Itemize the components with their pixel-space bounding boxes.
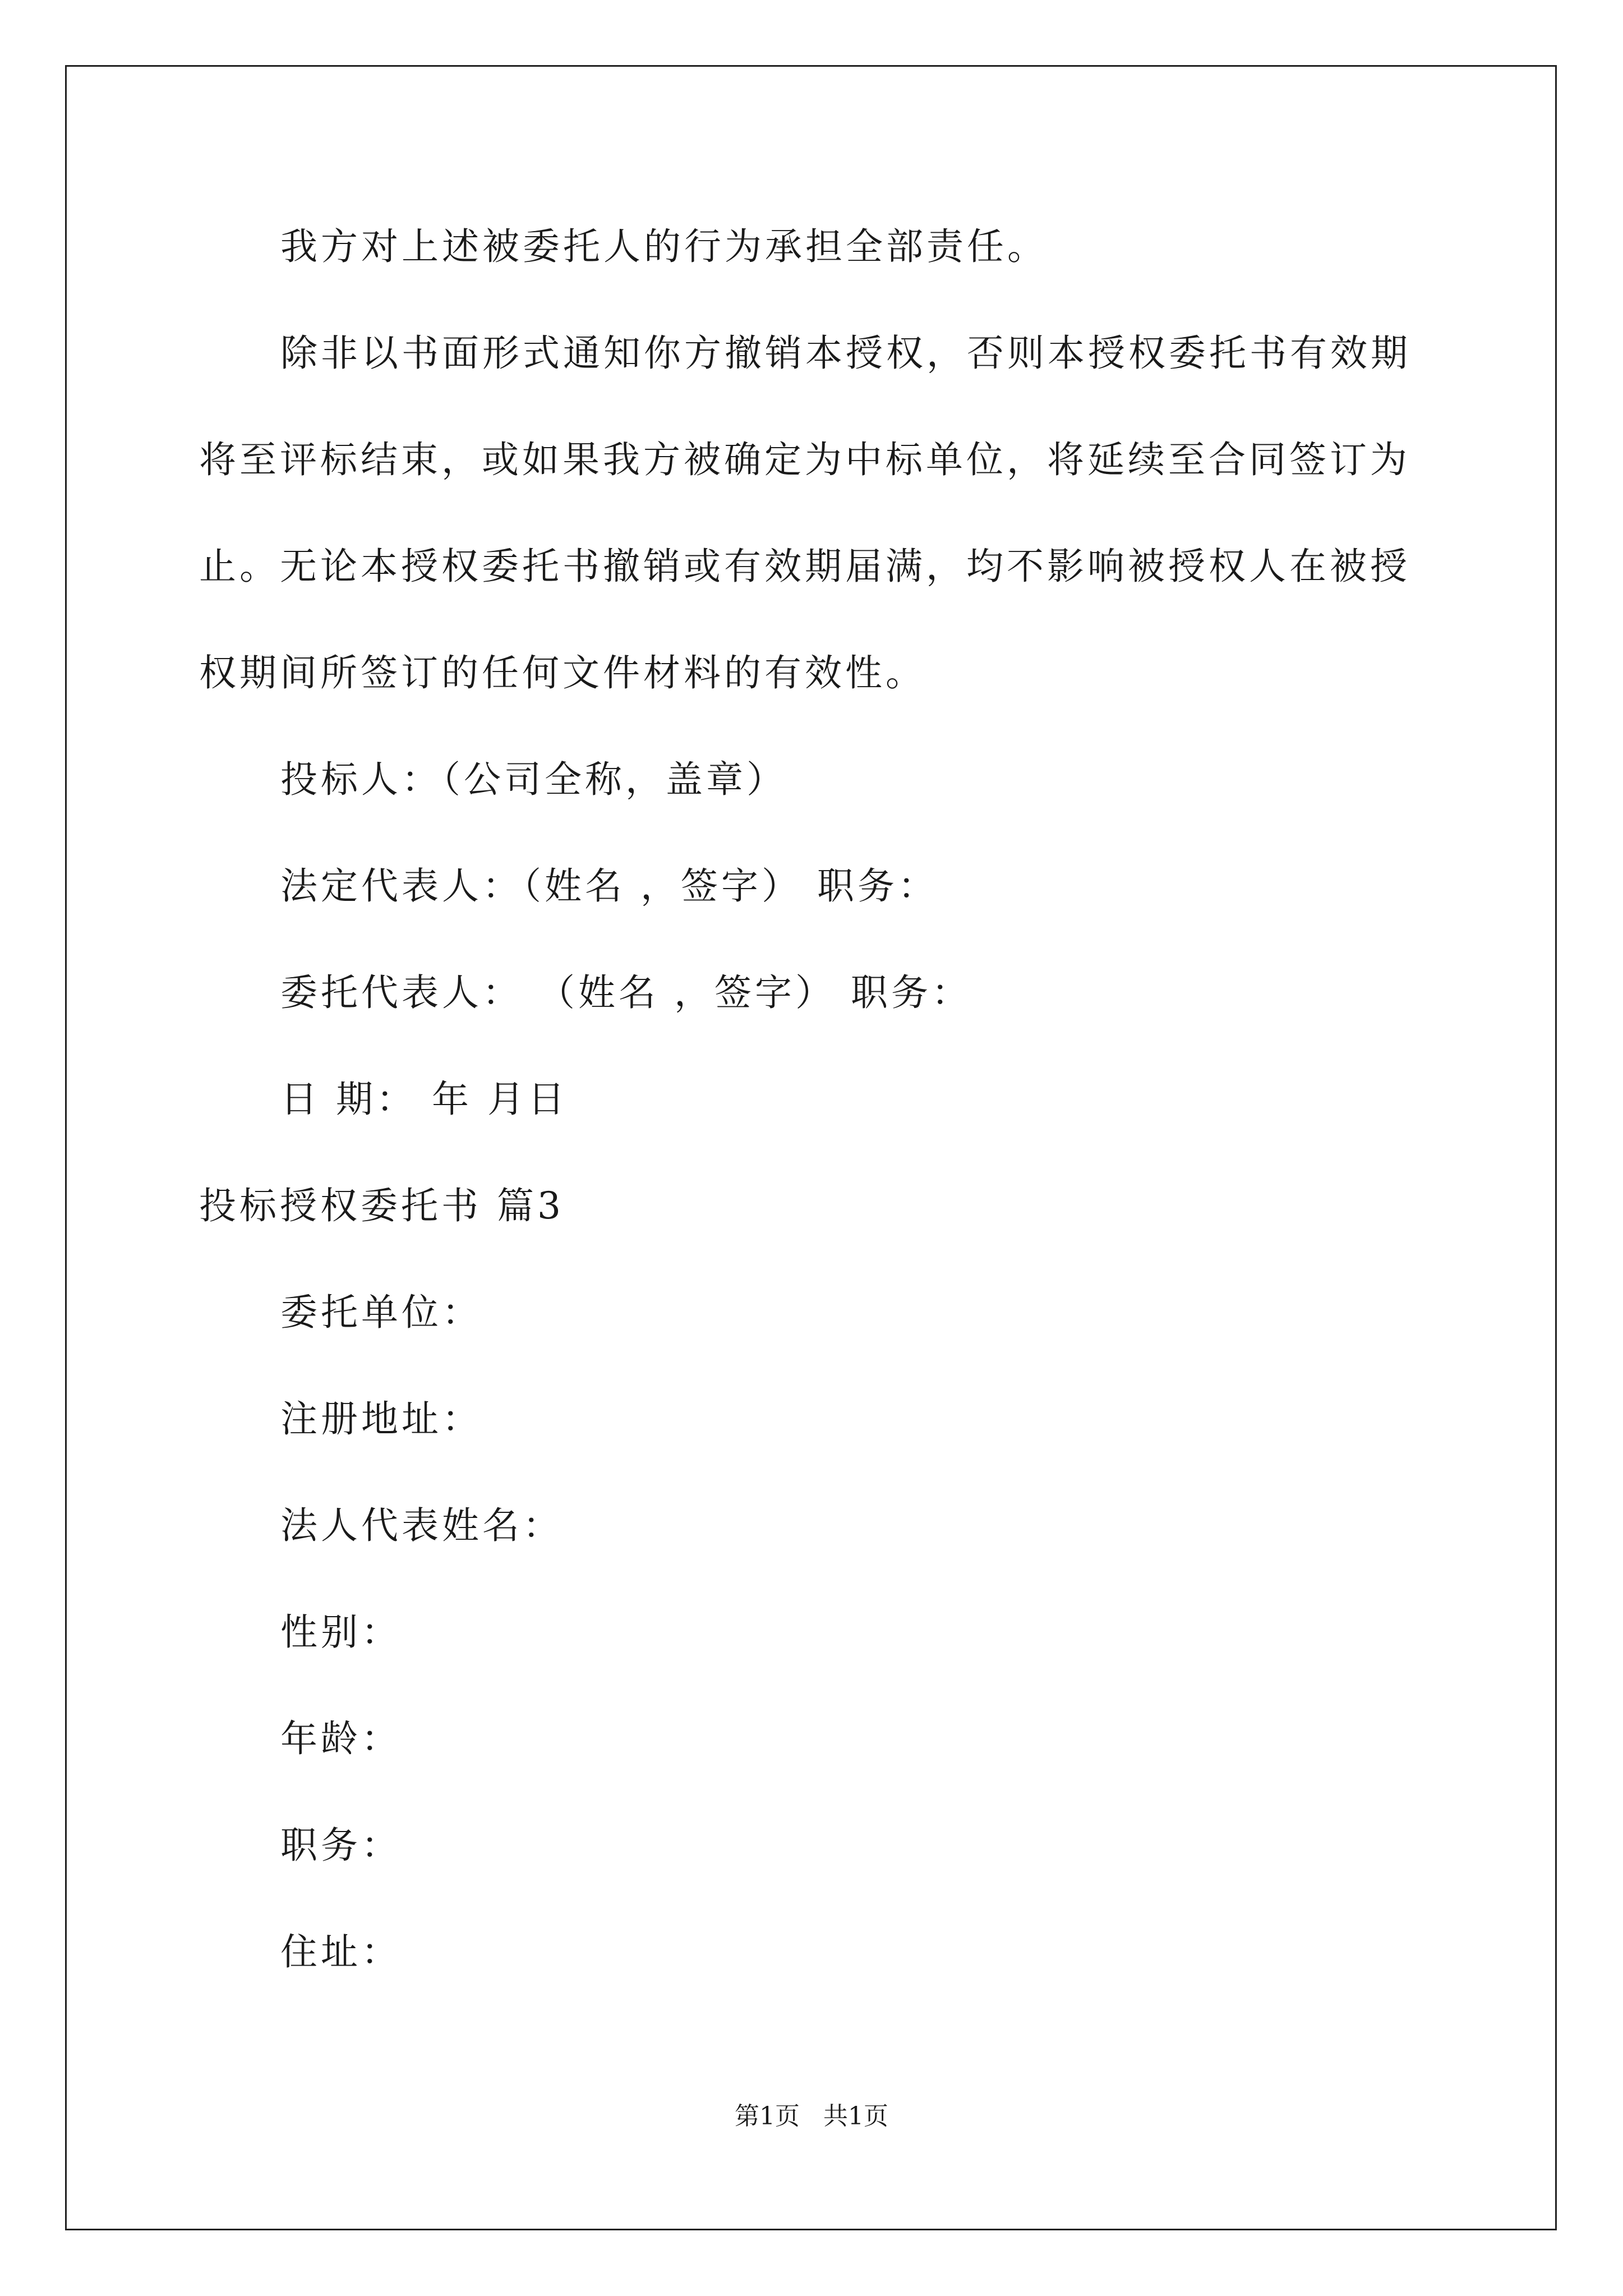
- legal-representative-field: 法定代表人：（姓名 ，签字） 职务：: [280, 864, 938, 908]
- entrusting-unit-field: 委托单位：: [280, 1291, 482, 1334]
- paragraph-validity-line-4: 权期间所签订的任何文件材料的有效性。: [199, 651, 926, 694]
- position-field: 职务：: [280, 1824, 402, 1867]
- legal-rep-name-field: 法人代表姓名：: [280, 1504, 563, 1547]
- page-border: [65, 65, 1557, 2230]
- registered-address-field: 注册地址：: [280, 1397, 482, 1441]
- age-field: 年龄：: [280, 1717, 402, 1760]
- page-footer: 第1页 共1页: [735, 2102, 888, 2131]
- address-field: 住址：: [280, 1930, 402, 1973]
- paragraph-validity-line-1: 除非以书面形式通知你方撤销本授权，否则本授权委托书有效期: [280, 332, 1411, 375]
- paragraph-validity-line-2: 将至评标结束，或如果我方被确定为中标单位，将延续至合同签订为: [199, 438, 1410, 481]
- gender-field: 性别：: [280, 1611, 402, 1654]
- date-field: 日 期： 年 月日: [280, 1078, 568, 1121]
- paragraph-validity-line-3: 止。无论本授权委托书撤销或有效期届满，均不影响被授权人在被授: [199, 545, 1410, 588]
- paragraph-responsibility: 我方对上述被委托人的行为承担全部责任。: [280, 225, 1048, 268]
- authorized-representative-field: 委托代表人： （姓名 ，签字） 职务：: [280, 971, 972, 1014]
- bidder-field: 投标人：（公司全称，盖章）: [280, 758, 787, 801]
- section-heading: 投标授权委托书 篇3: [199, 1184, 564, 1227]
